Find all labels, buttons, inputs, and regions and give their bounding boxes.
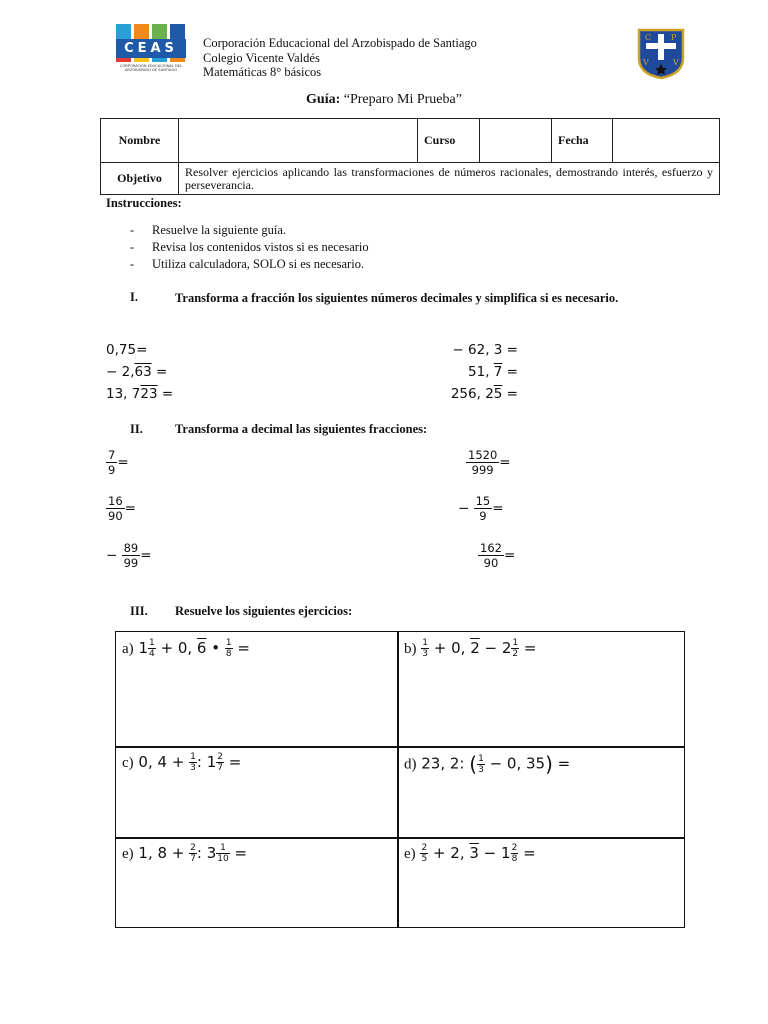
logo-wordmark: CEAS [116, 39, 186, 58]
decimal-item: − 62, 3 = [452, 342, 518, 358]
date-field[interactable] [613, 119, 720, 163]
header-line-corporation: Corporación Educacional del Arzobispado de Santiago [203, 36, 477, 50]
guide-title [0, 92, 768, 108]
ceas-logo [116, 24, 186, 80]
exercise-e-left: e) 1, 8 + $\frac{2}{7}$ : 3 $\frac{1}{10}$ = [122, 843, 248, 864]
exercise-d: d) 23, 2: ( $\frac{1}{3}$ − 0, 35) = [404, 752, 571, 776]
decimal-item: 13, 723 = [106, 386, 174, 402]
logo-tile [116, 24, 131, 39]
date-label: Fecha [552, 119, 613, 163]
instruction-item: - Utiliza calculadora, SOLO si es necesario. [130, 257, 365, 271]
fraction-item: $\frac{7}{9}$ = [108, 448, 129, 477]
section-2-title: Transforma a decimal las siguientes fracciones: [175, 422, 428, 436]
guide-title-label: Guía: [306, 92, 341, 107]
name-field[interactable] [179, 119, 418, 163]
school-header [203, 36, 477, 80]
logo-subtext: CORPORACIÓN EDUCACIONAL DEL ARZOBISPADO DE SANTIAGO [119, 64, 183, 73]
course-label: Curso [418, 119, 480, 163]
exercise-e-right: e) $\frac{2}{5}$ + 2, 3 − 1 $\frac{2}{8}$ = [404, 843, 536, 864]
fraction-item: − $\frac{15}{9}$ = [458, 494, 504, 523]
logo-tile [134, 58, 149, 62]
fraction-item: − $\frac{89}{99}$ = [106, 541, 152, 570]
exercise-a: a) 1 $\frac{1}{4}$ + 0, 6 • $\frac{1}{8}$ = [122, 638, 250, 659]
shield-letter: P [671, 33, 677, 42]
grid-divider [116, 746, 684, 748]
fraction-item: $\frac{16}{90}$ = [108, 494, 136, 523]
course-field[interactable] [480, 119, 552, 163]
decimal-item: − 2,63 = [106, 364, 168, 380]
grid-divider [116, 837, 684, 839]
instructions-title: Instrucciones: [106, 196, 182, 210]
decimal-item: 256, 25 = [450, 386, 518, 402]
header-line-subject: Matemáticas 8° básicos [203, 65, 322, 79]
logo-tile [170, 24, 185, 39]
decimal-item: 51, 7 = [468, 364, 518, 380]
section-1-number: I. [130, 290, 138, 304]
instruction-item: - Revisa los contenidos vistos si es necesario [130, 240, 369, 254]
shield-letter: V [643, 58, 649, 67]
section-1-title: Transforma a fracción los siguientes números decimales y simplifica si es necesario. [175, 291, 619, 305]
fraction-item: $\frac{162}{90}$ = [480, 541, 516, 570]
header-line-school: Colegio Vicente Valdés [203, 50, 320, 65]
section-3-title: Resuelve los siguientes ejercicios: [175, 604, 353, 618]
shield-letter: V [673, 58, 679, 67]
logo-tile [134, 24, 149, 39]
exercise-c: c) 0, 4 + $\frac{1}{3}$ : 1 $\frac{2}{7}$ = [122, 752, 242, 773]
exercise-grid [115, 631, 685, 928]
fraction-item: $\frac{1520}{999}$ = [468, 448, 511, 477]
section-3-number: III. [130, 604, 148, 618]
shield-letter: C [645, 33, 652, 42]
student-info-table [100, 118, 720, 195]
name-label: Nombre [101, 119, 179, 163]
school-shield-icon [636, 28, 686, 80]
guide-title-value: “Preparo Mi Prueba” [343, 92, 462, 107]
section-2-number: II. [130, 422, 143, 436]
logo-tile [152, 24, 167, 39]
logo-tile [152, 58, 167, 62]
objective-text: Resolver ejercicios aplicando las transformaciones de números racionales, demostrando interés, esfuerzo y perseverancia. [179, 163, 720, 195]
instruction-item: - Resuelve la siguiente guía. [130, 223, 286, 237]
objective-label: Objetivo [101, 163, 179, 195]
logo-tile [170, 58, 185, 62]
decimal-item: 0,75= [106, 342, 148, 358]
exercise-b: b) $\frac{1}{3}$ + 0, 2 − 2 $\frac{1}{2}$ = [404, 638, 537, 659]
logo-tile [116, 58, 131, 62]
grid-divider [397, 632, 399, 927]
